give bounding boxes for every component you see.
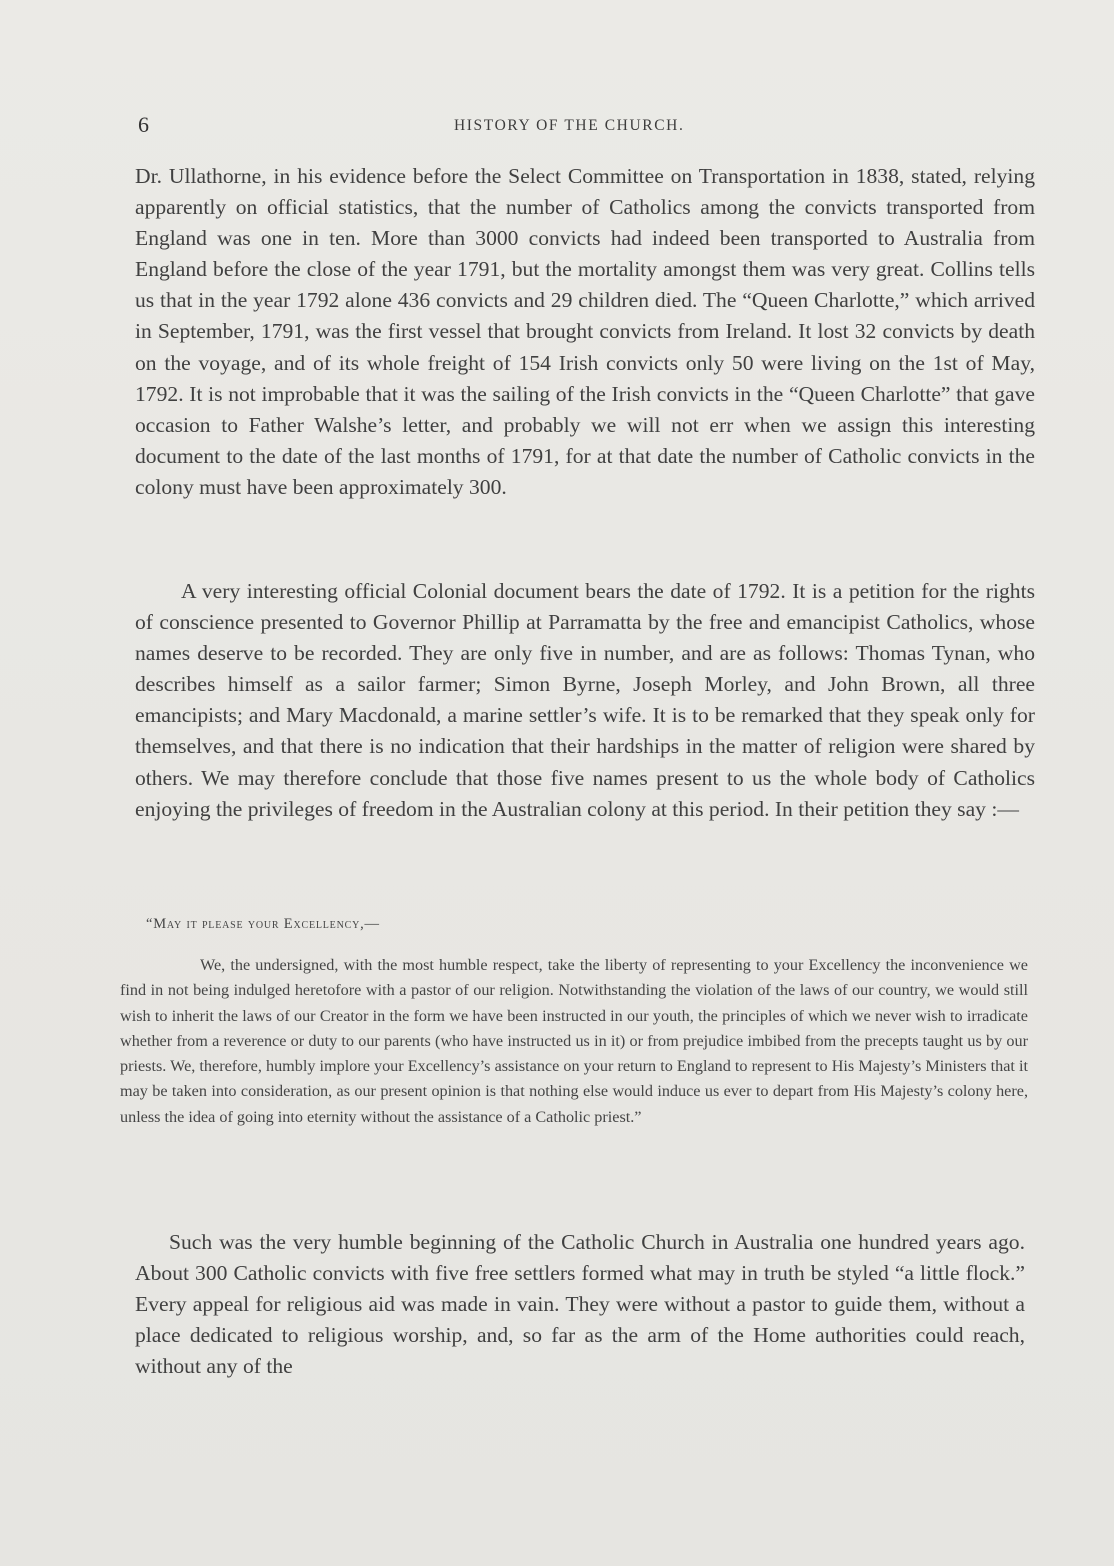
petition-quote: We, the undersigned, with the most humble respect, take the liberty of representing to your Excellency the inconvenience we find in not being indulged heretofore with a pastor of our religion. Notwithstanding the violation of the laws of our country, we would still wish to inherit the laws of our Creator in the form we have been instructed in our youth, the principles of which we never wish to irradicate whether from a reverence or duty to our parents (who have instructed us in it) or from prejudice imbibed from the precepts taught us by our priests. We, therefore, humbly implore your Excellency’s assistance on your return to England to represent to His Majesty’s Ministers that it may be taken into consideration, as our present opinion is that nothing else would induce us ever to depart from His Majesty’s colony here, unless the idea of going into eternity without the assistance of a Catholic priest.” [120,956,1028,1126]
paragraph-humble-beginning: Such was the very humble beginning of the Catholic Church in Australia one hundred years ago. About 300 Catholic convicts with five free settlers formed what may in truth be styled “a little flock.” Every appeal for religious aid was made in vain. They were without a pastor to guide them, without a place dedicated to religious worship, and, so far as the arm of the Home authorities could reach, without any of the [135,1230,1025,1379]
page-header [138,112,1038,142]
petition-salutation: “May it please your Excellency,— [146,916,380,932]
running-head: HISTORY OF THE CHURCH. [454,117,685,134]
paragraph-petition-intro: A very interesting official Colonial document bears the date of 1792. It is a petition for the rights of conscience presented to Governor Phillip at Parramatta by the free and emancipist Catholics, whose names deserve to be recorded. They are only five in number, and are as follows: Thomas Tynan, who describes himself as a sailor farmer; Simon Byrne, Joseph Morley, and John Brown, all three emancipists; and Mary Macdonald, a marine settler’s wife. It is to be remarked that they speak only for themselves, and that there is no indication that their hardships in the matter of religion were shared by others. We may therefore conclude that those five names present to us the whole body of Catholics enjoying the privileges of freedom in the Australian colony at this period. In their petition they say :— [135,579,1035,821]
page-number: 6 [138,112,149,137]
paragraph-convict-statistics: Dr. Ullathorne, in his evidence before the Select Committee on Transportation in 1838, stated, relying apparently on official statistics, that the number of Catholics among the convicts transported from England was one in ten. More than 3000 convicts had indeed been transported to Australia from England before the close of the year 1791, but the mortality amongst them was very great. Collins tells us that in the year 1792 alone 436 convicts and 29 children died. The “Queen Charlotte,” which arrived in September, 1791, was the first vessel that brought convicts from Ireland. It lost 32 convicts by death on the voyage, and of its whole freight of 154 Irish convicts only 50 were living on the 1st of May, 1792. It is not improbable that it was the sailing of the Irish convicts in the “Queen Charlotte” that gave occasion to Father Walshe’s letter, and probably we will not err when we assign this interesting document to the date of the last months of 1791, for at that date the number of Catholic convicts in the colony must have been approximately 300. [135,164,1035,499]
